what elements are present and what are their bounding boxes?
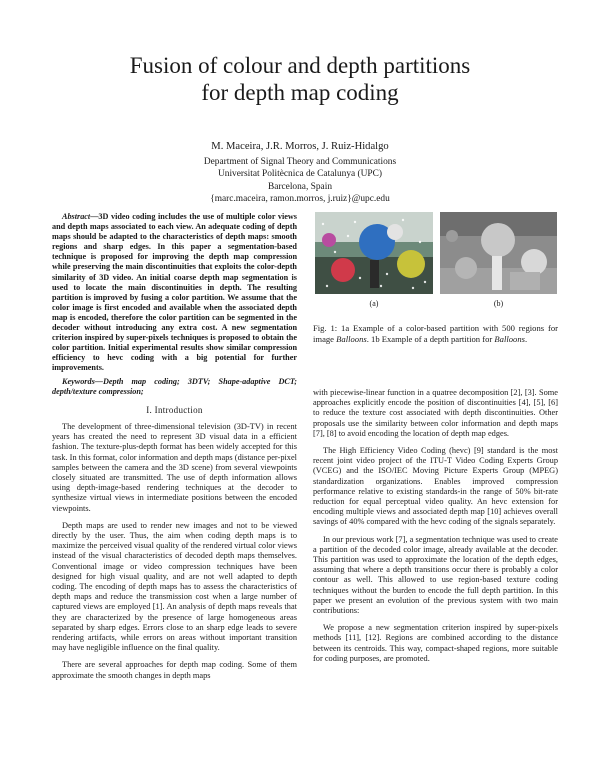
figure-caption <box>313 323 558 345</box>
caption-italic: Balloons <box>336 333 367 344</box>
paragraph: The development of three-dimensional television (3D-TV) in recent years has created the need to represent 3D visual data in a efficient fashion. The texture-plus-depth format has been widely accepted for this task. In this format, color information and depth maps (distance per-pixel samples between the camera and the 3D scene) from several viewpoints closely situated are transmitted. The use of depth information allows using depth-image-based rendering techniques at the decoder to synthesize virtual views in intermediate positions between the encoded viewpoints. <box>52 422 297 513</box>
section-heading-introduction: I. Introduction <box>146 405 203 415</box>
paragraph: We propose a new segmentation criterion inspired by super-pixels methods [11], [12]. Regions are combined according to the distance between its centroids. This way, compact-shaped regions, more suitable for coding purposes, are promoted. <box>313 623 558 663</box>
right-column-body <box>313 388 558 671</box>
affiliation-location: Barcelona, Spain <box>267 181 333 192</box>
subfigure-b-label: (b) <box>493 299 504 308</box>
paragraph: Depth maps are used to render new images and not to be viewed directly by the user. Thus, the aim when coding depth maps is to maximize the perceived visual quality of the rendered virtual color views instead of the visual characteristics of decoded depth maps themselves. Conventional image or video compression techniques have been designed for high visual quality, and are not well adapted to depth coding. The encoding of depth maps has to assess the characteristics of depth maps and reduce the transmission cost when a large number of captured views are employed [1]. An analysis of depth maps reveals that they are characterized by the presence of large homogeneous areas separated by sharp edges. Errors close to an sharp edge leads to severe rendering artifacts, while errors on areas without important transition may have negligible influence on the final quality. <box>52 520 297 653</box>
paragraph: with piecewise-linear function in a quatree decomposition [2], [3]. Some approaches explicitly encode the position of discontinuities [4], [5], [6] to reduce the texture cost associated with depth discontinuities. Other proposals use the similarity between color information and depth maps [7], [8] to avoid encoding the location of depth map edges. <box>313 388 558 438</box>
title-line-2: for depth map coding <box>201 80 399 105</box>
caption-text: Fig. 1: 1a Example of a color-based partition with 500 regions for image <box>313 323 558 344</box>
keywords-text: —Depth map coding; 3DTV; Shape-adaptive DCT; depth/texture compression; <box>52 377 297 397</box>
abstract <box>52 212 297 374</box>
paragraph: There are several approaches for depth map coding. Some of them approximate the smooth changes in depth maps <box>52 660 297 680</box>
subfigure-a-label: (a) <box>369 299 379 308</box>
caption-italic: Balloons <box>494 333 525 344</box>
depth-partition-image <box>440 212 557 294</box>
balloons-color-image <box>315 212 433 294</box>
color-partition-image <box>315 212 433 294</box>
paragraph: The High Efficiency Video Coding (hevc) [9] standard is the most recent joint video project of the ITU-T Video Coding Experts Group (VCEG) and the ISO/IEC Moving Picture Experts Group (MPEG) standardization organizations. Enables improved compression performance relative to existing standards-in the range of 50% bit-rate reduction for equal perceptual video quality. An hevc extension for encoding multiple views and associated depth map [10] achieves overall savings of 40% compared with the hevc coding of the signals separately. <box>313 446 558 527</box>
keywords-label: Keywords <box>62 377 95 386</box>
paragraph: In our previous work [7], a segmentation technique was used to create a partition of the decoded color image, already available at the decoder. This partition was used to approximate the location of the depth edges, assuming that where a depth transitions occur there is probably a color contour as well. This allowed to use region-based texture coding techniques without the burden to encode the full depth partition. In this paper we present an evolution of the previous system with two main contributions: <box>313 534 558 616</box>
balloons-depth-image <box>440 212 557 294</box>
caption-text: . 1b Example of a depth partition for <box>366 333 495 344</box>
author-block <box>0 141 600 206</box>
keywords <box>52 377 297 397</box>
author-emails: {marc.maceira, ramon.morros, j.ruiz}@upc.edu <box>210 194 390 205</box>
abstract-text: —3D video coding includes the use of multiple color views and depth maps associated to each view. An adequate coding of depth maps should be adapted to the characteristics of depth maps: smooth regions and sharp edges. In this paper a segmentation-based technique is proposed for improving the depth map compression while preserving the main discontinuities that exploits the color-depth similarity of 3D video. An initial coarse depth map segmentation is used to locate the main discontinuities in depth. The resulting partition is improved by fusing a color partition. We assume that the color image is first encoded and available when the associated depth map is encoded, therefore the color partition can be segmented in the decoder without introducing any extra cost. A new segmentation criterion inspired by super-pixels techniques is proposed to obtain the color partition. Initial experimental results show similar compression efficiency to hevc coding with a big potential for further improvements. <box>52 212 297 373</box>
affiliation-department: Department of Signal Theory and Communications <box>203 156 397 167</box>
affiliation-university: Universitat Politècnica de Catalunya (UPC) <box>217 169 383 180</box>
caption-text: . <box>524 333 528 344</box>
paper-title <box>0 52 600 106</box>
title-line-1: Fusion of colour and depth partitions <box>129 53 471 78</box>
left-column-body <box>52 422 297 688</box>
author-names: M. Maceira, J.R. Morros, J. Ruiz-Hidalgo <box>211 141 389 152</box>
abstract-label: Abstract <box>62 212 91 221</box>
